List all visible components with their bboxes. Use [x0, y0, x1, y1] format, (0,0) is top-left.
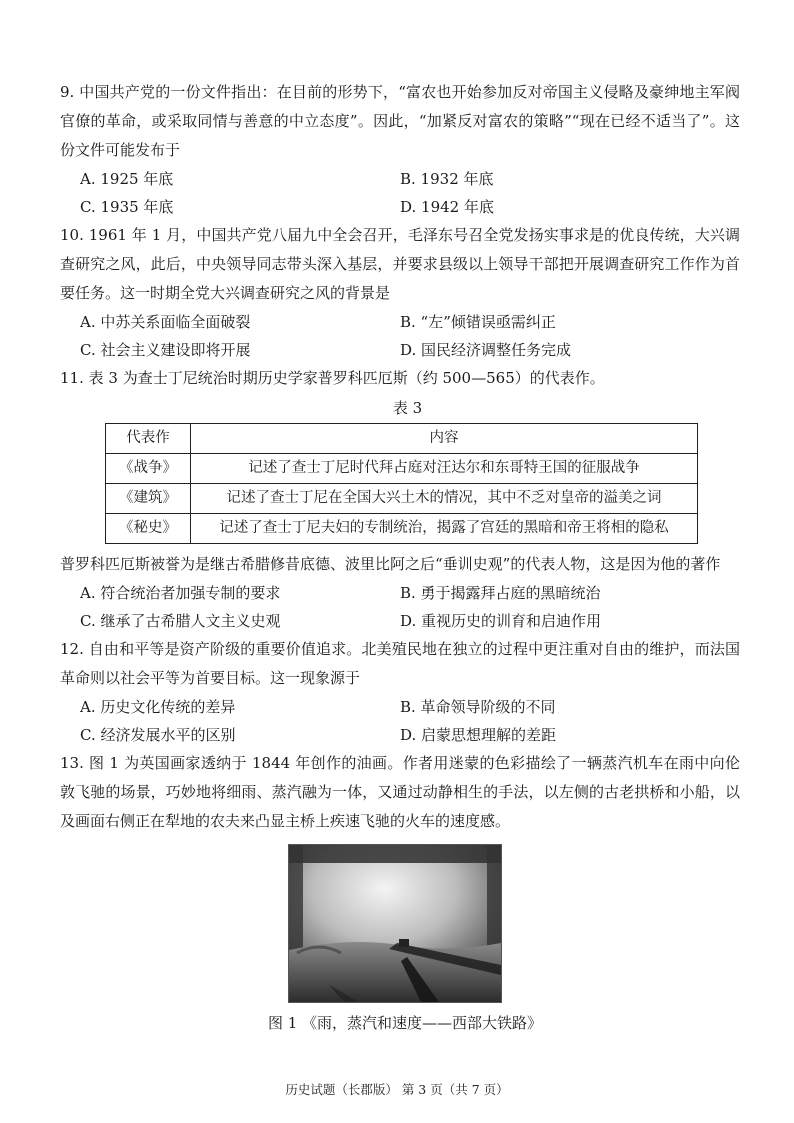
question-13: [60, 749, 740, 1037]
option-c: C. 1935 年底: [80, 198, 174, 216]
painting-illustration: [289, 845, 501, 1002]
option-a: A. 1925 年底: [80, 170, 174, 188]
table-caption: 表 3: [392, 399, 423, 417]
option-b: B. 1932 年底: [400, 170, 494, 188]
option-a: A. 中苏关系面临全面破裂: [80, 313, 251, 331]
option-c: C. 经济发展水平的区别: [80, 726, 236, 744]
question-12: [60, 635, 740, 749]
option-d: D. 国民经济调整任务完成: [400, 341, 572, 359]
table-cell: 《建筑》: [106, 484, 191, 514]
question-9-options: [80, 165, 740, 221]
question-12-stem: 12. 自由和平等是资产阶级的重要价值追求。北美殖民地在独立的过程中更注重对自由的维护，而法国革命则以社会平等为首要目标。这一现象源于: [60, 640, 740, 687]
table-row: [106, 454, 698, 484]
question-11-options: [80, 579, 740, 635]
option-b: B. 勇于揭露拜占庭的黑暗统治: [400, 584, 601, 602]
question-10: [60, 221, 740, 364]
option-d: D. 重视历史的训育和启迪作用: [400, 612, 602, 630]
table-row: [106, 514, 698, 544]
option-d: D. 1942 年底: [400, 198, 494, 216]
question-9-stem: 9. 中国共产党的一份文件指出：在目前的形势下，“富农也开始参加反对帝国主义侵略及豪绅地主军阀官僚的革命，或采取同情与善意的中立态度”。因此，“加紧反对富农的策略”“现在已经不适当了”。这份文件可能发布于: [60, 83, 740, 159]
exam-page: [60, 78, 740, 1037]
option-c: C. 继承了古希腊人文主义史观: [80, 612, 281, 630]
table-header-cell: 内容: [191, 424, 698, 454]
question-11-continuation: 普罗科匹厄斯被誉为是继古希腊修昔底德、波里比阿之后“垂训史观”的代表人物，这是因为他的著作: [60, 555, 721, 573]
question-10-stem: 10. 1961 年 1 月，中国共产党八届九中全会召开，毛泽东号召全党发扬实事求是的优良传统，大兴调查研究之风，此后，中央领导同志带头深入基层，并要求县级以上领导干部把开展调查研究工作作为首要任务。这一时期全党大兴调查研究之风的背景是: [60, 226, 740, 302]
page-footer: 历史试题（长郡版） 第 3 页（共 7 页）: [285, 1082, 509, 1097]
table-cell: 记述了查士丁尼时代拜占庭对汪达尔和东哥特王国的征服战争: [191, 454, 698, 484]
question-13-stem: 13. 图 1 为英国画家透纳于 1844 年创作的油画。作者用迷蒙的色彩描绘了一辆蒸汽机车在雨中向伦敦飞驰的场景，巧妙地将细雨、蒸汽融为一体，又通过动静相生的手法，以左侧的古老拱桥和小船，以及画面右侧正在犁地的农夫来凸显主桥上疾速飞驰的火车的速度感。: [60, 754, 740, 830]
option-a: A. 历史文化传统的差异: [80, 698, 236, 716]
table-row: [106, 484, 698, 514]
table-cell: 记述了查士丁尼夫妇的专制统治，揭露了宫廷的黑暗和帝王将相的隐私: [191, 514, 698, 544]
table-header-cell: 代表作: [106, 424, 191, 454]
painting-image: [288, 844, 502, 1003]
table-cell: 《战争》: [106, 454, 191, 484]
option-c: C. 社会主义建设即将开展: [80, 341, 251, 359]
table-3: [105, 423, 698, 544]
option-b: B. “左”倾错误亟需纠正: [400, 313, 556, 331]
table-cell: 记述了查士丁尼在全国大兴土木的情况，其中不乏对皇帝的溢美之词: [191, 484, 698, 514]
option-d: D. 启蒙思想理解的差距: [400, 726, 557, 744]
figure-caption: 图 1 《雨，蒸汽和速度——西部大铁路》: [267, 1014, 543, 1032]
question-11: [60, 364, 740, 635]
question-11-stem: 11. 表 3 为查士丁尼统治时期历史学家普罗科匹厄斯（约 500—565）的代表作。: [60, 369, 605, 387]
table-cell: 《秘史》: [106, 514, 191, 544]
question-12-options: [80, 693, 740, 749]
question-10-options: [80, 308, 740, 364]
option-a: A. 符合统治者加强专制的要求: [80, 584, 281, 602]
question-9: [60, 78, 740, 221]
option-b: B. 革命领导阶级的不同: [400, 698, 556, 716]
table-header-row: [106, 424, 698, 454]
